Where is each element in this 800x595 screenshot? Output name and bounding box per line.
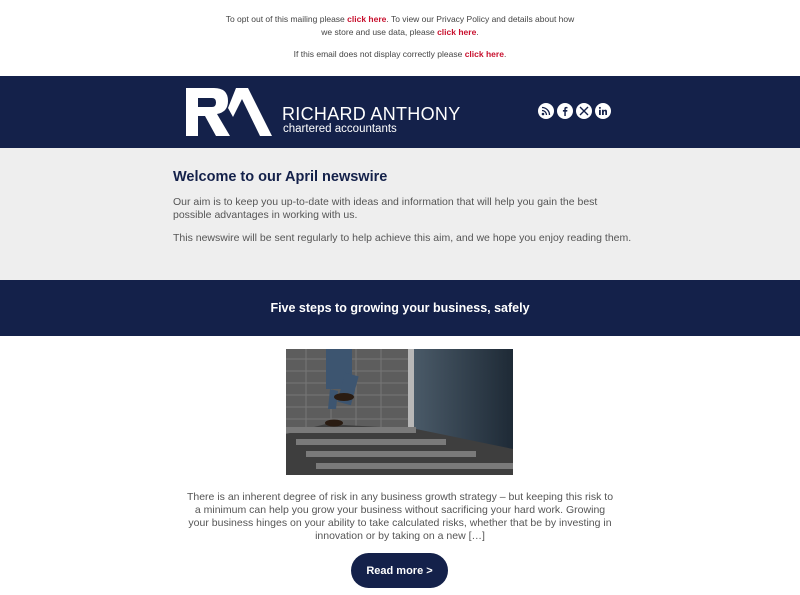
brand-subtitle: chartered accountants [283,123,397,135]
social-links [538,103,611,119]
intro-section [0,148,800,280]
optout-text: To opt out of this mailing please [225,14,348,24]
display-end: . [503,49,507,59]
intro-heading: Welcome to our April newswire [173,169,388,185]
display-text: If this email does not display correctly please [293,49,465,59]
intro-paragraph-2: This newswire will be sent regularly to help achieve this aim, and we hope you enjoy reading them. [173,232,632,244]
privacy-text-2: we store and use data, please [321,27,438,37]
optout-link[interactable]: click here [347,14,387,24]
logo-text [282,88,461,136]
facebook-icon[interactable] [557,103,573,119]
x-icon[interactable] [576,103,592,119]
brand-name: RICHARD ANTHONY [282,104,461,124]
article-image[interactable] [286,349,513,475]
optout-line [0,0,800,26]
privacy-link[interactable]: click here [437,27,477,37]
preheader [0,0,800,76]
article-excerpt: There is an inherent degree of risk in any business growth strategy – but keeping this risk to a minimum can help you grow your business without sacrificing your hard work. Growing your business hinges on your ability to take calculated risks, whether that be by investing in innovation or by taking on a new […] [186,491,614,542]
display-link[interactable]: click here [464,49,504,59]
article-title-bar [0,280,800,336]
article [0,336,800,595]
privacy-line [0,26,800,39]
logo-mark [186,88,274,136]
rss-icon[interactable] [538,103,554,119]
read-more-button[interactable]: Read more > [351,553,448,588]
linkedin-icon[interactable] [595,103,611,119]
intro-paragraph-1: Our aim is to keep you up-to-date with ideas and information that will help you gain the best possible advantages in working with us. [173,196,598,221]
privacy-end: . [476,27,479,37]
display-line [0,48,800,61]
brand-bar [0,76,800,148]
article-title[interactable]: Five steps to growing your business, safely [270,301,530,315]
privacy-text: . To view our Privacy Policy and details about how [386,14,575,24]
logo[interactable] [186,88,461,136]
